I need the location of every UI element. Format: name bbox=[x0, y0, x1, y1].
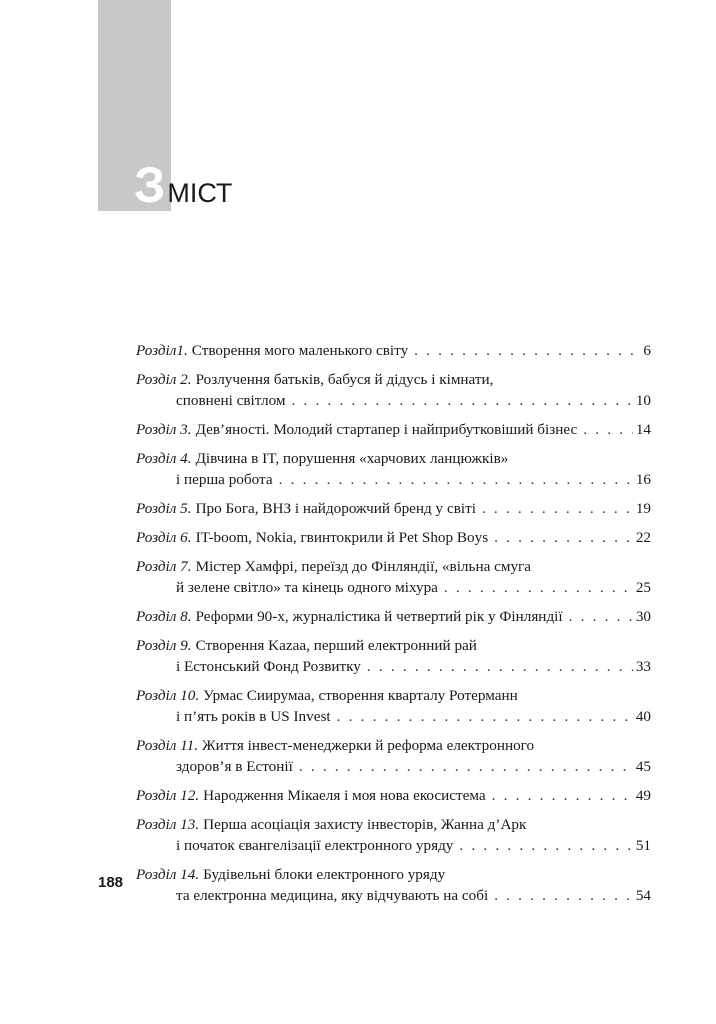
leader-dots bbox=[444, 577, 633, 598]
chapter-title: Дев’яності. Молодий стартапер і найприбутковіший бізнес bbox=[195, 421, 578, 438]
page-ref: 49 bbox=[635, 787, 651, 804]
chapter-title: Дівчина в IT, порушення «харчових ланцюжків» bbox=[195, 450, 509, 467]
page-ref: 16 bbox=[635, 471, 651, 488]
toc-entry[interactable] bbox=[136, 419, 651, 440]
chapter-title: Будівельні блоки електронного уряду bbox=[203, 866, 446, 883]
chapter-label: Розділ 7. bbox=[136, 558, 192, 575]
leader-dots bbox=[337, 706, 633, 727]
toc-entry[interactable] bbox=[136, 556, 651, 598]
title-word: МІСТ bbox=[167, 178, 233, 208]
toc-entry[interactable] bbox=[136, 527, 651, 548]
chapter-title: IT-boom, Nokia, гвинтокрили й Pet Shop Boys bbox=[195, 529, 489, 546]
toc-line bbox=[136, 706, 651, 727]
toc-entry[interactable] bbox=[136, 685, 651, 727]
toc-entry[interactable] bbox=[136, 814, 651, 856]
leader-dots bbox=[279, 469, 633, 490]
page-ref: 25 bbox=[635, 579, 651, 596]
toc-line bbox=[136, 685, 651, 706]
chapter-title: Перша асоціація захисту інвесторів, Жанна д’Арк bbox=[203, 816, 527, 833]
page-ref: 14 bbox=[635, 421, 651, 438]
toc-entry[interactable] bbox=[136, 735, 651, 777]
leader-dots bbox=[569, 606, 633, 627]
chapter-label: Розділ 13. bbox=[136, 816, 200, 833]
chapter-title: Створення мого маленького світу bbox=[191, 342, 409, 359]
leader-dots bbox=[367, 656, 633, 677]
toc-line bbox=[136, 756, 651, 777]
chapter-label: Розділ 3. bbox=[136, 421, 192, 438]
chapter-label: Розділ 14. bbox=[136, 866, 200, 883]
chapter-label: Розділ 8. bbox=[136, 608, 192, 625]
chapter-title: Урмас Сиирумаа, створення кварталу Ротерманн bbox=[203, 687, 518, 704]
chapter-title: і Естонський Фонд Розвитку bbox=[176, 658, 361, 675]
page-ref: 33 bbox=[635, 658, 651, 675]
page-ref: 22 bbox=[635, 529, 651, 546]
page-ref: 6 bbox=[643, 342, 651, 359]
toc-line bbox=[136, 735, 651, 756]
page-ref: 30 bbox=[635, 608, 651, 625]
toc-entry[interactable] bbox=[136, 369, 651, 411]
page-title bbox=[134, 157, 233, 220]
page-ref: 51 bbox=[635, 837, 651, 854]
toc-line bbox=[136, 390, 651, 411]
chapter-label: Розділ1. bbox=[136, 342, 188, 359]
leader-dots bbox=[292, 390, 633, 411]
table-of-contents bbox=[136, 340, 651, 914]
leader-dots bbox=[583, 419, 633, 440]
chapter-title: й зелене світло» та кінець одного міхура bbox=[176, 579, 438, 596]
toc-entry[interactable] bbox=[136, 340, 651, 361]
chapter-label: Розділ 4. bbox=[136, 450, 192, 467]
toc-line bbox=[136, 835, 651, 856]
page-ref: 10 bbox=[635, 392, 651, 409]
chapter-label: Розділ 9. bbox=[136, 637, 192, 654]
page-ref: 40 bbox=[635, 708, 651, 725]
chapter-label: Розділ 2. bbox=[136, 371, 192, 388]
toc-line bbox=[136, 369, 651, 390]
toc-line bbox=[136, 785, 651, 806]
toc-entry[interactable] bbox=[136, 606, 651, 627]
toc-line bbox=[136, 635, 651, 656]
chapter-title: Життя інвест-менеджерки й реформа електронного bbox=[202, 737, 535, 754]
toc-line bbox=[136, 577, 651, 598]
chapter-title: Розлучення батьків, бабуся й дідусь і кімнати, bbox=[195, 371, 494, 388]
chapter-label: Розділ 5. bbox=[136, 500, 192, 517]
toc-entry[interactable] bbox=[136, 448, 651, 490]
chapter-title: і початок євангелізації електронного уряду bbox=[176, 837, 454, 854]
page-ref: 54 bbox=[635, 887, 651, 904]
title-initial: З bbox=[134, 157, 165, 213]
toc-entry[interactable] bbox=[136, 498, 651, 519]
chapter-title: та електронна медицина, яку відчувають на собі bbox=[176, 887, 489, 904]
chapter-label: Розділ 6. bbox=[136, 529, 192, 546]
page-number: 188 bbox=[98, 874, 124, 891]
leader-dots bbox=[299, 756, 633, 777]
leader-dots bbox=[494, 527, 633, 548]
chapter-title: Народження Мікаеля і моя нова екосистема bbox=[203, 787, 486, 804]
toc-line bbox=[136, 656, 651, 677]
chapter-title: Створення Kazaa, перший електронний рай bbox=[195, 637, 477, 654]
page-ref: 19 bbox=[635, 500, 651, 517]
chapter-title: Про Бога, ВНЗ і найдорожчий бренд у світі bbox=[195, 500, 476, 517]
chapter-label: Розділ 11. bbox=[136, 737, 199, 754]
toc-line bbox=[136, 419, 651, 440]
chapter-title: здоров’я в Естонії bbox=[176, 758, 293, 775]
toc-line bbox=[136, 498, 651, 519]
leader-dots bbox=[482, 498, 633, 519]
chapter-title: Реформи 90-х, журналістика й четвертий рік у Фінляндії bbox=[195, 608, 563, 625]
toc-line bbox=[136, 814, 651, 835]
leader-dots bbox=[414, 340, 640, 361]
toc-line bbox=[136, 864, 651, 885]
toc-line bbox=[136, 448, 651, 469]
toc-line bbox=[136, 340, 651, 361]
toc-line bbox=[136, 606, 651, 627]
leader-dots bbox=[494, 885, 633, 906]
chapter-title: сповнені світлом bbox=[176, 392, 286, 409]
toc-entry[interactable] bbox=[136, 785, 651, 806]
toc-line bbox=[136, 469, 651, 490]
toc-entry[interactable] bbox=[136, 864, 651, 906]
chapter-label: Розділ 12. bbox=[136, 787, 200, 804]
leader-dots bbox=[459, 835, 632, 856]
toc-line bbox=[136, 885, 651, 906]
leader-dots bbox=[492, 785, 633, 806]
page-ref: 45 bbox=[635, 758, 651, 775]
toc-line bbox=[136, 527, 651, 548]
chapter-title: Містер Хамфрі, переїзд до Фінляндії, «вільна смуга bbox=[195, 558, 532, 575]
chapter-title: і п’ять років в US Invest bbox=[176, 708, 331, 725]
toc-entry[interactable] bbox=[136, 635, 651, 677]
chapter-label: Розділ 10. bbox=[136, 687, 200, 704]
toc-line bbox=[136, 556, 651, 577]
chapter-title: і перша робота bbox=[176, 471, 273, 488]
